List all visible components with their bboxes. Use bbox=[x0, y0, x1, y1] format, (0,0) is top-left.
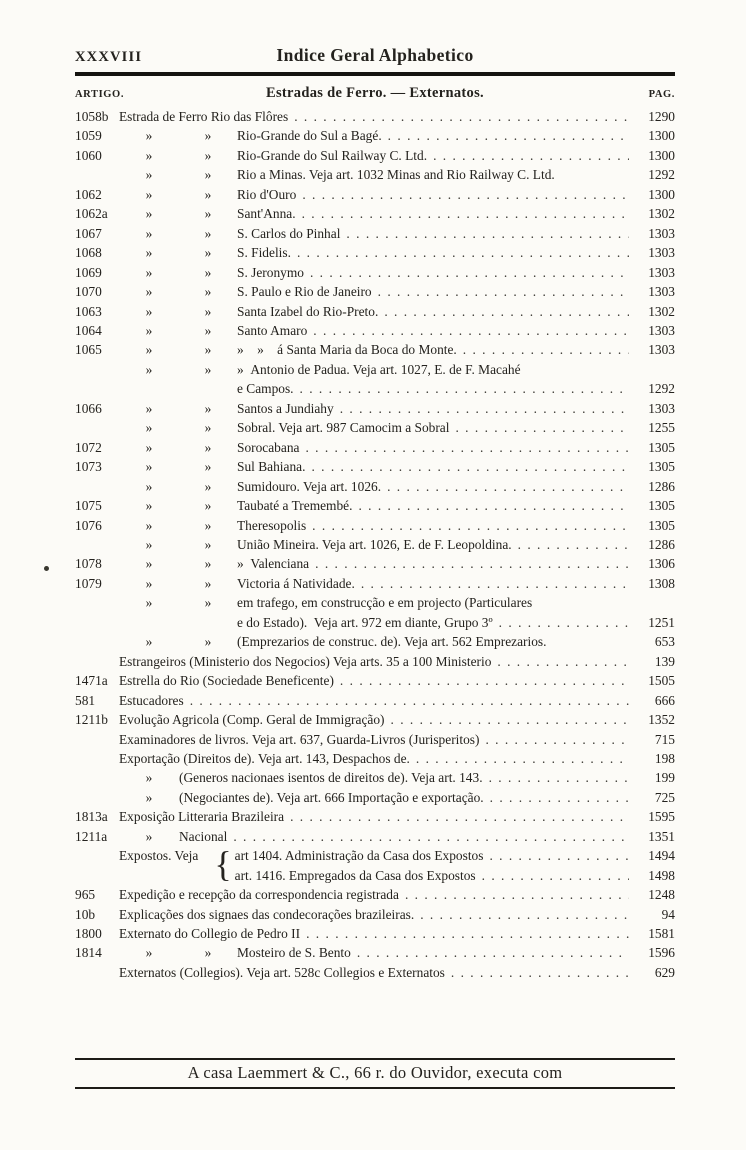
dot-leader bbox=[512, 535, 629, 554]
entry-text: Externatos (Collegios). Veja art. 528c Collegios e Externatos bbox=[119, 964, 445, 980]
entry-text: S. Fidelis. bbox=[237, 245, 291, 261]
ditto-mark-2: » bbox=[204, 206, 212, 222]
ditto-mark-2: » bbox=[204, 167, 212, 183]
ditto-mark-1: » bbox=[145, 400, 153, 416]
brace-glyph: { bbox=[214, 844, 232, 885]
dot-leader bbox=[483, 768, 629, 787]
dot-leader bbox=[288, 107, 629, 126]
entry-page: 1351 bbox=[648, 828, 675, 844]
entry-artigo: 1062 bbox=[75, 186, 102, 202]
entry-text: Santos a Jundiahy bbox=[237, 400, 334, 416]
section-title: Estradas de Ferro. — Externatos. bbox=[266, 85, 484, 101]
entry-artigo: 1075 bbox=[75, 498, 102, 514]
dot-leader bbox=[491, 652, 629, 671]
entry-text: Estucadores bbox=[119, 692, 184, 708]
entry-text: Santa Izabel do Rio-Preto. bbox=[237, 303, 379, 319]
entry-text: Evolução Agricola (Comp. Geral de Immigração) bbox=[119, 712, 385, 728]
entry-page: 715 bbox=[654, 731, 675, 747]
entry-artigo: 1064 bbox=[75, 322, 102, 338]
dot-leader bbox=[351, 943, 629, 962]
entry-page: 1286 bbox=[648, 478, 675, 494]
index-entry-row bbox=[75, 613, 675, 632]
index-entry-row bbox=[75, 632, 675, 651]
entry-artigo: 1078 bbox=[75, 556, 102, 572]
entry-text: Estrada de Ferro Rio das Flôres bbox=[119, 109, 289, 124]
index-entry-row bbox=[75, 321, 675, 340]
index-entry-row bbox=[75, 379, 675, 398]
ditto-mark-1: » bbox=[145, 595, 153, 611]
dot-leader bbox=[227, 827, 629, 846]
entry-text: Exposição Litteraria Brazileira bbox=[119, 809, 285, 825]
ditto-mark-1: » bbox=[145, 556, 153, 572]
dot-leader bbox=[521, 360, 629, 379]
entry-text: (Negociantes de). Veja art. 666 Importação e exportação. bbox=[179, 789, 484, 805]
index-entry-row bbox=[75, 126, 675, 145]
ditto-mark-2: » bbox=[204, 517, 212, 533]
ditto-mark-2: » bbox=[204, 575, 212, 591]
dot-leader bbox=[378, 302, 629, 321]
index-entry-row bbox=[75, 730, 675, 749]
index-entry-row bbox=[75, 263, 675, 282]
entry-text: Theresopolis bbox=[237, 517, 307, 533]
entry-text: Nacional bbox=[179, 828, 228, 844]
entry-page: 1494 bbox=[648, 848, 675, 864]
entry-artigo: 1070 bbox=[75, 284, 102, 300]
index-entry-row bbox=[75, 807, 675, 826]
entry-text: Sobral. Veja art. 987 Camocim a Sobral bbox=[237, 420, 450, 436]
entry-page: 1290 bbox=[648, 109, 675, 124]
index-entry-row bbox=[75, 710, 675, 729]
entry-text: S. Paulo e Rio de Janeiro bbox=[237, 284, 372, 300]
entry-page: 139 bbox=[654, 653, 675, 669]
entry-page: 1308 bbox=[648, 575, 675, 591]
entry-page: 653 bbox=[654, 634, 675, 650]
entry-artigo bbox=[75, 632, 119, 651]
entry-text: Exportação (Direitos de). Veja art. 143, Despachos de. bbox=[119, 750, 410, 766]
entry-artigo bbox=[75, 730, 119, 749]
entry-artigo: 1068 bbox=[75, 245, 102, 261]
entry-page: 198 bbox=[654, 750, 675, 766]
entry-artigo: 1069 bbox=[75, 264, 102, 280]
entry-text: S. Jeronymo bbox=[237, 264, 304, 280]
ditto-mark-2: » bbox=[204, 536, 212, 552]
index-entry-row bbox=[75, 905, 675, 924]
index-entry-row bbox=[75, 438, 675, 457]
entry-page: 1581 bbox=[648, 926, 675, 942]
entry-text: Rio-Grande do Sul a Bagé. bbox=[237, 128, 382, 144]
index-entry-row bbox=[75, 827, 675, 846]
entry-page: 1302 bbox=[648, 303, 675, 319]
ditto-mark-1: » bbox=[145, 264, 153, 280]
index-entry-row bbox=[75, 185, 675, 204]
index-entry-row bbox=[75, 243, 675, 262]
dot-leader bbox=[484, 788, 629, 807]
ditto-mark-2: » bbox=[204, 264, 212, 280]
entry-text: Examinadores de livros. Veja art. 637, Guarda-Livros (Jurisperitos) bbox=[119, 731, 480, 747]
index-entry-row bbox=[75, 477, 675, 496]
dot-leader bbox=[372, 282, 629, 301]
dot-leader bbox=[532, 593, 629, 612]
index-entry-row bbox=[75, 418, 675, 437]
entry-artigo: 1471a bbox=[75, 673, 108, 689]
ditto-mark-1: » bbox=[145, 167, 153, 183]
dot-leader bbox=[493, 613, 629, 632]
ditto-mark-2: » bbox=[204, 225, 212, 241]
index-entry-row bbox=[75, 204, 675, 223]
entry-text: Estrangeiros (Ministerio dos Negocios) Veja arts. 35 a 100 Ministerio bbox=[119, 653, 492, 669]
dot-leader bbox=[355, 574, 629, 593]
dot-leader bbox=[479, 730, 629, 749]
entry-page: 1595 bbox=[648, 809, 675, 825]
entry-page: 1303 bbox=[648, 322, 675, 338]
index-entry-row bbox=[75, 788, 675, 807]
entry-artigo: 1066 bbox=[75, 400, 102, 416]
dot-leader bbox=[399, 885, 629, 904]
entry-text: Expedição e recepção da correspondencia registrada bbox=[119, 887, 399, 903]
entry-artigo: 581 bbox=[75, 692, 96, 708]
entry-text: » Antonio de Padua. Veja art. 1027, E. de F. Macahé bbox=[237, 361, 521, 377]
entry-artigo: 10b bbox=[75, 906, 96, 922]
ditto-mark-1: » bbox=[145, 303, 153, 319]
dot-leader bbox=[294, 379, 629, 398]
dot-leader bbox=[184, 691, 629, 710]
entry-page bbox=[629, 360, 675, 379]
entry-text: Rio d'Ouro bbox=[237, 186, 297, 202]
entry-page: 1302 bbox=[648, 206, 675, 222]
entry-text: Rio a Minas. Veja art. 1032 Minas and Rio Railway C. Ltd. bbox=[237, 167, 555, 183]
index-entry-row bbox=[75, 340, 675, 359]
entry-artigo bbox=[75, 768, 119, 787]
entry-page: 629 bbox=[654, 964, 675, 980]
entry-page: 1498 bbox=[648, 867, 675, 883]
ditto-mark-2: » bbox=[204, 634, 212, 650]
entry-page: 1303 bbox=[648, 264, 675, 280]
dot-leader bbox=[381, 477, 629, 496]
dot-leader bbox=[340, 224, 629, 243]
margin-artifact-dot bbox=[44, 566, 49, 571]
index-entry-row bbox=[75, 302, 675, 321]
index-entry-row bbox=[75, 554, 675, 573]
entry-page: 1292 bbox=[648, 167, 675, 183]
dot-leader bbox=[449, 418, 629, 437]
dot-leader bbox=[410, 749, 629, 768]
index-entry-row bbox=[75, 691, 675, 710]
entry-text: (Emprezarios de construc. de). Veja art. 562 Emprezarios. bbox=[237, 634, 547, 650]
entry-artigo bbox=[75, 788, 119, 807]
ditto-mark-1: » bbox=[145, 789, 153, 805]
column-header-pag: PAG. bbox=[648, 89, 675, 100]
index-entry-row bbox=[75, 846, 675, 885]
entry-artigo: 1058b bbox=[75, 109, 109, 124]
dot-leader bbox=[306, 516, 629, 535]
entry-text: Explicações dos signaes das condecorações brazileiras. bbox=[119, 906, 415, 922]
entry-page: 1292 bbox=[648, 381, 675, 397]
ditto-mark-1: » bbox=[145, 536, 153, 552]
entry-text: Mosteiro de S. Bento bbox=[237, 945, 351, 961]
footer-rule-bottom bbox=[75, 1087, 675, 1089]
entry-artigo: 1211a bbox=[75, 828, 108, 844]
column-header-row bbox=[75, 85, 675, 102]
entry-page: 1248 bbox=[648, 887, 675, 903]
entry-text: Taubaté a Tremembé. bbox=[237, 498, 353, 514]
entry-artigo: 1072 bbox=[75, 439, 102, 455]
dot-leader bbox=[284, 807, 629, 826]
dot-leader bbox=[483, 846, 629, 865]
ditto-mark-1: » bbox=[145, 478, 153, 494]
dot-leader bbox=[457, 340, 629, 359]
index-entry-row bbox=[75, 165, 675, 184]
entry-page: 1305 bbox=[648, 498, 675, 514]
entry-page bbox=[629, 593, 675, 612]
ditto-mark-2: » bbox=[204, 342, 212, 358]
ditto-mark-1: » bbox=[145, 284, 153, 300]
entry-page: 1306 bbox=[648, 556, 675, 572]
entry-page: 1303 bbox=[648, 245, 675, 261]
index-entry-row bbox=[75, 593, 675, 612]
index-entry-row bbox=[75, 516, 675, 535]
entry-page: 1303 bbox=[648, 225, 675, 241]
entry-page: 1352 bbox=[648, 712, 675, 728]
entry-page: 1255 bbox=[648, 420, 675, 436]
ditto-mark-2: » bbox=[204, 478, 212, 494]
dot-leader bbox=[296, 204, 629, 223]
entry-artigo bbox=[75, 418, 119, 437]
index-entry-row bbox=[75, 749, 675, 768]
entry-artigo bbox=[75, 652, 119, 671]
dot-leader bbox=[414, 905, 629, 924]
dot-leader bbox=[382, 126, 629, 145]
entry-artigo bbox=[75, 360, 119, 379]
dot-leader bbox=[291, 243, 629, 262]
dot-leader bbox=[300, 924, 629, 943]
ditto-mark-1: » bbox=[145, 459, 153, 475]
dot-leader bbox=[299, 438, 629, 457]
running-title: Indice Geral Alphabetico bbox=[276, 45, 474, 65]
ditto-mark-1: » bbox=[145, 517, 153, 533]
ditto-mark-1: » bbox=[145, 945, 153, 961]
brace-line bbox=[235, 846, 675, 865]
index-entry-row bbox=[75, 943, 675, 962]
indent-spacer bbox=[119, 613, 237, 632]
entry-page: 725 bbox=[654, 789, 675, 805]
entry-text: » » á Santa Maria da Boca do Monte. bbox=[237, 342, 457, 358]
index-entry-row bbox=[75, 399, 675, 418]
entry-text: Victoria á Natividade. bbox=[237, 575, 355, 591]
entry-artigo: 1079 bbox=[75, 575, 102, 591]
entry-page: 1286 bbox=[648, 536, 675, 552]
ditto-mark-2: » bbox=[204, 595, 212, 611]
entry-page: 1505 bbox=[648, 673, 675, 689]
entry-text: Rio-Grande do Sul Railway C. Ltd. bbox=[237, 147, 428, 163]
entry-artigo: 1059 bbox=[75, 128, 102, 144]
dot-leader bbox=[307, 321, 629, 340]
entry-text: Sul Bahiana. bbox=[237, 459, 306, 475]
ditto-mark-2: » bbox=[204, 284, 212, 300]
ditto-mark-2: » bbox=[204, 361, 212, 377]
index-entry-row bbox=[75, 282, 675, 301]
dot-leader bbox=[296, 185, 629, 204]
entry-page: 666 bbox=[654, 692, 675, 708]
dot-leader bbox=[476, 866, 629, 885]
ditto-mark-1: » bbox=[145, 770, 153, 786]
brace-line bbox=[235, 866, 675, 885]
entry-page: 1300 bbox=[648, 147, 675, 163]
ditto-mark-1: » bbox=[145, 206, 153, 222]
entry-artigo: 1060 bbox=[75, 147, 102, 163]
ditto-mark-1: » bbox=[145, 225, 153, 241]
index-entry-row bbox=[75, 885, 675, 904]
entry-page: 1303 bbox=[648, 284, 675, 300]
entry-text: União Mineira. Veja art. 1026, E. de F. Leopoldina. bbox=[237, 536, 512, 552]
index-entry-row bbox=[75, 496, 675, 515]
entry-artigo bbox=[75, 379, 119, 398]
entry-artigo: 1211b bbox=[75, 712, 108, 728]
ditto-mark-1: » bbox=[145, 342, 153, 358]
ditto-mark-2: » bbox=[204, 303, 212, 319]
dot-leader bbox=[352, 496, 629, 515]
entry-page: 1305 bbox=[648, 459, 675, 475]
ditto-mark-1: » bbox=[145, 439, 153, 455]
page-footer bbox=[75, 1058, 675, 1089]
entry-page: 1300 bbox=[648, 186, 675, 202]
entry-page: 1300 bbox=[648, 128, 675, 144]
dot-leader bbox=[546, 632, 629, 651]
indent-spacer bbox=[119, 379, 237, 398]
folio-number: XXXVIII bbox=[75, 49, 143, 65]
ditto-mark-1: » bbox=[145, 128, 153, 144]
ditto-mark-1: » bbox=[145, 186, 153, 202]
entry-artigo: 1063 bbox=[75, 303, 102, 319]
ditto-mark-1: » bbox=[145, 498, 153, 514]
ditto-mark-1: » bbox=[145, 361, 153, 377]
ditto-mark-2: » bbox=[204, 186, 212, 202]
entry-text: S. Carlos do Pinhal bbox=[237, 225, 341, 241]
index-entry-row bbox=[75, 360, 675, 379]
index-rows bbox=[75, 107, 675, 982]
entry-artigo: 1067 bbox=[75, 225, 102, 241]
entry-artigo bbox=[75, 963, 119, 982]
entry-page: 1305 bbox=[648, 439, 675, 455]
index-entry-row bbox=[75, 535, 675, 554]
entry-artigo: 1814 bbox=[75, 945, 102, 961]
dot-leader bbox=[427, 146, 629, 165]
entry-artigo: 1073 bbox=[75, 459, 102, 475]
entry-text: Santo Amaro bbox=[237, 322, 308, 338]
ditto-mark-2: » bbox=[204, 420, 212, 436]
ditto-mark-2: » bbox=[204, 245, 212, 261]
entry-text: Estrella do Rio (Sociedade Beneficente) bbox=[119, 673, 334, 689]
entry-artigo bbox=[75, 535, 119, 554]
index-entry-row bbox=[75, 457, 675, 476]
index-entry-row bbox=[75, 924, 675, 943]
index-entry-row bbox=[75, 146, 675, 165]
entry-text: Sorocabana bbox=[237, 439, 300, 455]
entry-page: 1303 bbox=[648, 400, 675, 416]
page-content bbox=[75, 45, 675, 982]
dot-leader bbox=[555, 165, 629, 184]
index-entry-row bbox=[75, 574, 675, 593]
ditto-mark-2: » bbox=[204, 128, 212, 144]
entry-artigo: 965 bbox=[75, 887, 96, 903]
dot-leader bbox=[334, 399, 629, 418]
index-entry-row bbox=[75, 768, 675, 787]
ditto-mark-2: » bbox=[204, 459, 212, 475]
index-entry-row bbox=[75, 671, 675, 690]
ditto-mark-2: » bbox=[204, 498, 212, 514]
entry-artigo: 1062a bbox=[75, 206, 108, 222]
entry-artigo: 1065 bbox=[75, 342, 102, 358]
index-entry-row bbox=[75, 224, 675, 243]
ditto-mark-2: » bbox=[204, 400, 212, 416]
dot-leader bbox=[385, 710, 630, 729]
ditto-mark-1: » bbox=[145, 420, 153, 436]
entry-text: art 1404. Administração da Casa dos Expostos bbox=[234, 848, 484, 864]
entry-text: Sant'Anna. bbox=[237, 206, 296, 222]
ditto-mark-1: » bbox=[145, 245, 153, 261]
ditto-mark-1: » bbox=[145, 322, 153, 338]
ditto-mark-2: » bbox=[204, 439, 212, 455]
entry-page: 1596 bbox=[648, 945, 675, 961]
dot-leader bbox=[445, 963, 629, 982]
entry-artigo bbox=[75, 477, 119, 496]
ditto-mark-2: » bbox=[204, 945, 212, 961]
index-entry-row bbox=[75, 652, 675, 671]
index-entry-row bbox=[75, 963, 675, 982]
entry-text: e Campos. bbox=[237, 381, 294, 397]
entry-artigo: 1813a bbox=[75, 809, 108, 825]
ditto-mark-2: » bbox=[204, 556, 212, 572]
entry-page: 1305 bbox=[648, 517, 675, 533]
ditto-mark-1: » bbox=[145, 575, 153, 591]
entry-text: Sumidouro. Veja art. 1026. bbox=[237, 478, 382, 494]
entry-text: Expostos. Veja bbox=[119, 848, 199, 864]
entry-artigo bbox=[75, 613, 119, 632]
index-entry-row bbox=[75, 107, 675, 126]
ditto-mark-1: » bbox=[145, 147, 153, 163]
ditto-mark-2: » bbox=[204, 147, 212, 163]
entry-artigo bbox=[75, 165, 119, 184]
dot-leader bbox=[334, 671, 629, 690]
ditto-mark-1: » bbox=[145, 828, 153, 844]
entry-text: e do Estado). Veja art. 972 em diante, Grupo 3º bbox=[237, 614, 493, 630]
ditto-mark-2: » bbox=[204, 322, 212, 338]
entry-artigo: 1800 bbox=[75, 926, 102, 942]
entry-page: 1303 bbox=[648, 342, 675, 358]
column-header-artigo: ARTIGO. bbox=[75, 89, 125, 100]
entry-text: em trafego, em construcção e em projecto (Particulares bbox=[237, 595, 533, 611]
entry-page: 199 bbox=[654, 770, 675, 786]
entry-artigo bbox=[75, 749, 119, 768]
entry-text: (Generos nacionaes isentos de direitos de). Veja art. 143. bbox=[179, 770, 483, 786]
entry-page: 1251 bbox=[648, 614, 675, 630]
entry-text: art. 1416. Empregados da Casa dos Expostos bbox=[234, 867, 476, 883]
brace-lines bbox=[235, 846, 675, 885]
dot-leader bbox=[305, 457, 629, 476]
footer-imprint: A casa Laemmert & C., 66 r. do Ouvidor, executa com bbox=[187, 1063, 563, 1082]
entry-artigo bbox=[75, 593, 119, 612]
ditto-mark-1: » bbox=[145, 634, 153, 650]
entry-artigo: 1076 bbox=[75, 517, 102, 533]
entry-text: » Valenciana bbox=[237, 556, 310, 572]
dot-leader bbox=[309, 554, 629, 573]
dot-leader bbox=[304, 263, 629, 282]
page-header bbox=[75, 45, 675, 76]
entry-text: Externato do Collegio de Pedro II bbox=[119, 926, 301, 942]
entry-page: 94 bbox=[661, 906, 675, 922]
